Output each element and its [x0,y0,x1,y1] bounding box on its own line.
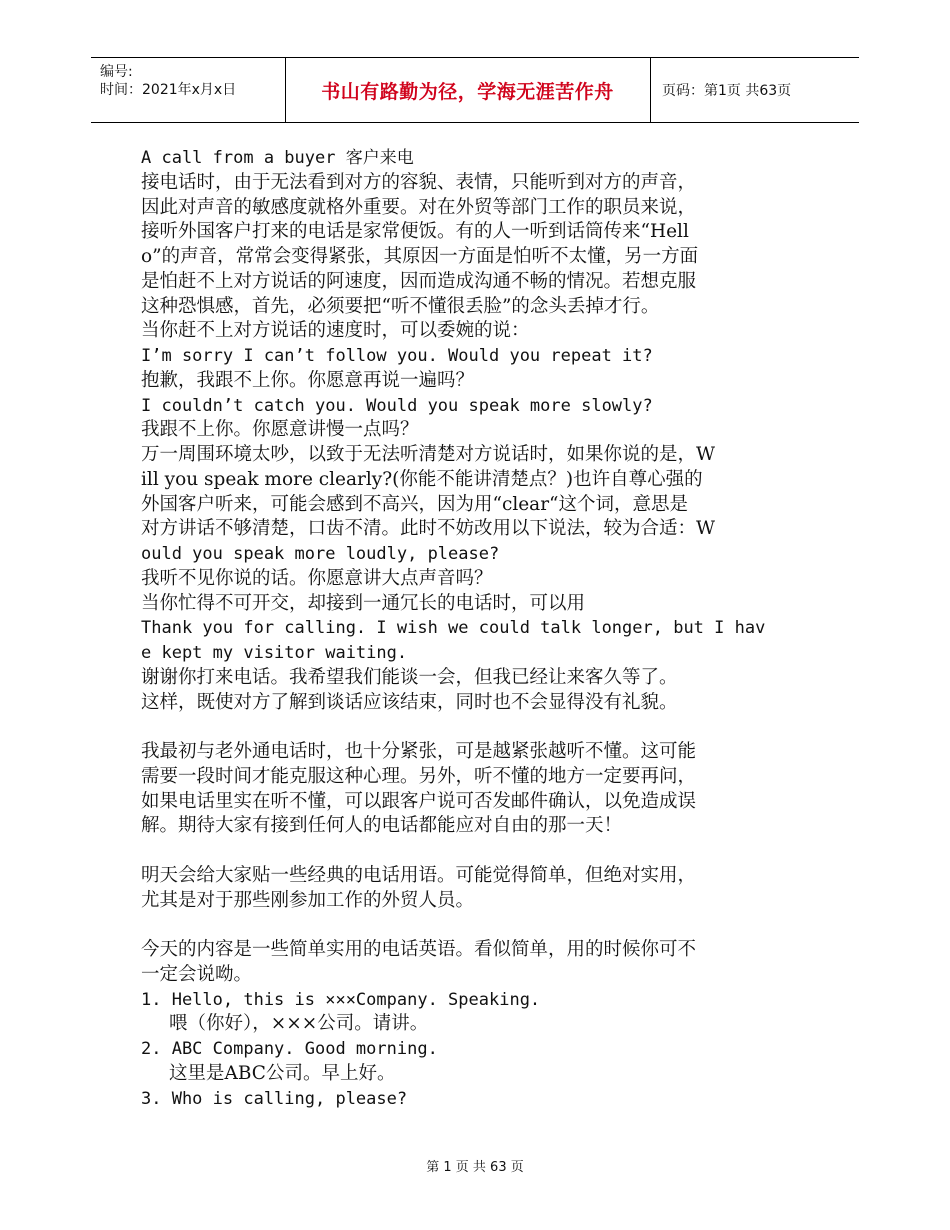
header-meta-cell [91,58,286,122]
document-body [141,146,811,1111]
text-line: 外国客户听来，可能会感到不高兴，因为用“clear“这个词，意思是 [141,493,689,515]
text-line: 需要一段时间才能克服这种心理。另外，听不懂的地方一定要再问， [141,765,697,787]
header-page-info: 页码：第1页 共63页 [662,83,792,99]
text-line: ould you speak more loudly, please? [141,544,500,564]
text-line: Thank you for calling. I wish we could talk longer, but I hav [141,618,766,639]
text-line: 这样，既使对方了解到谈话应该结束，同时也不会显得没有礼貌。 [141,691,678,713]
text-line: 我最初与老外通电话时，也十分紧张，可是越紧张越听不懂。这可能 [141,741,697,762]
text-line: 如果电话里实在听不懂，可以跟客户说可否发邮件确认，以免造成误 [141,790,697,812]
text-line: 我跟不上你。你愿意讲慢一点吗？ [141,419,419,441]
text-line: A call from a buyer 客户来电 [141,148,414,168]
text-line: I’m sorry I can’t follow you. Would you repeat it? [141,346,653,366]
text-line: ill you speak more clearly?(你能不能讲清楚点？)也许自尊心强的 [141,468,703,490]
document-number-label: 编号: [100,64,133,80]
text-line: 当你赶不上对方说话的速度时，可以委婉的说： [141,320,530,342]
header-page-cell [650,58,859,122]
text-line: 1. Hello, this is ×××Company. Speaking. [141,989,541,1010]
document-date-label: 时间：2021年x月x日 [100,82,237,98]
text-line: I couldn’t catch you. Would you speak more slowly? [141,395,653,416]
header-motto-cell [285,58,651,122]
text-line: 这里是ABC公司。早上好。 [169,1062,396,1084]
text-line: e kept my visitor waiting. [141,643,408,663]
text-line: 2. ABC Company. Good morning. [141,1039,438,1059]
text-line: 万一周围环境太吵，以致于无法听清楚对方说话时，如果你说的是，W [141,444,716,465]
text-line: 喂（你好），×××公司。请讲。 [169,1013,429,1035]
document-header [91,57,859,123]
text-line: 谢谢你打来电话。我希望我们能谈一会，但我已经让来客久等了。 [141,666,678,688]
paragraph-spacer [141,913,811,938]
text-line: 接听外国客户打来的电话是家常便饭。有的人一听到话筒传来“Hell [141,221,689,243]
text-line: 对方讲话不够清楚，口齿不清。此时不妨改用以下说法，较为合适：W [141,518,716,540]
paragraph-spacer [141,839,811,864]
text-line: 3. Who is calling, please? [141,1088,408,1109]
paragraph-spacer [141,715,811,740]
text-line: 一定会说呦。 [141,963,253,985]
text-line: 解。期待大家有接到任何人的电话都能应对自由的那一天！ [141,815,623,837]
text-line: 是怕赶不上对方说话的阿速度，因而造成沟通不畅的情况。若想克服 [141,270,697,292]
text-line: 抱歉，我跟不上你。你愿意再说一遍吗？ [141,369,475,391]
text-line: 因此对声音的敏感度就格外重要。对在外贸等部门工作的职员来说， [141,196,697,218]
text-line: 明天会给大家贴一些经典的电话用语。可能觉得简单，但绝对实用， [141,864,697,886]
text-line: 这种恐惧感，首先，必须要把“听不懂很丢脸”的念头丢掉才行。 [141,295,660,317]
text-line: 接电话时，由于无法看到对方的容貌、表情，只能听到对方的声音， [141,171,697,193]
text-line: 今天的内容是一些简单实用的电话英语。看似简单，用的时候你可不 [141,939,697,960]
text-line: 尤其是对于那些刚参加工作的外贸人员。 [141,889,475,911]
header-motto: 书山有路勤为径，学海无涯苦作舟 [321,80,614,103]
page-footer: 第 1 页 共 63 页 [426,1160,524,1175]
text-line: o”的声音，常常会变得紧张，其原因一方面是怕听不太懂，另一方面 [141,246,699,267]
text-line: 我听不见你说的话。你愿意讲大点声音吗？ [141,567,493,589]
text-line: 当你忙得不可开交，却接到一通冗长的电话时，可以用 [141,592,586,614]
